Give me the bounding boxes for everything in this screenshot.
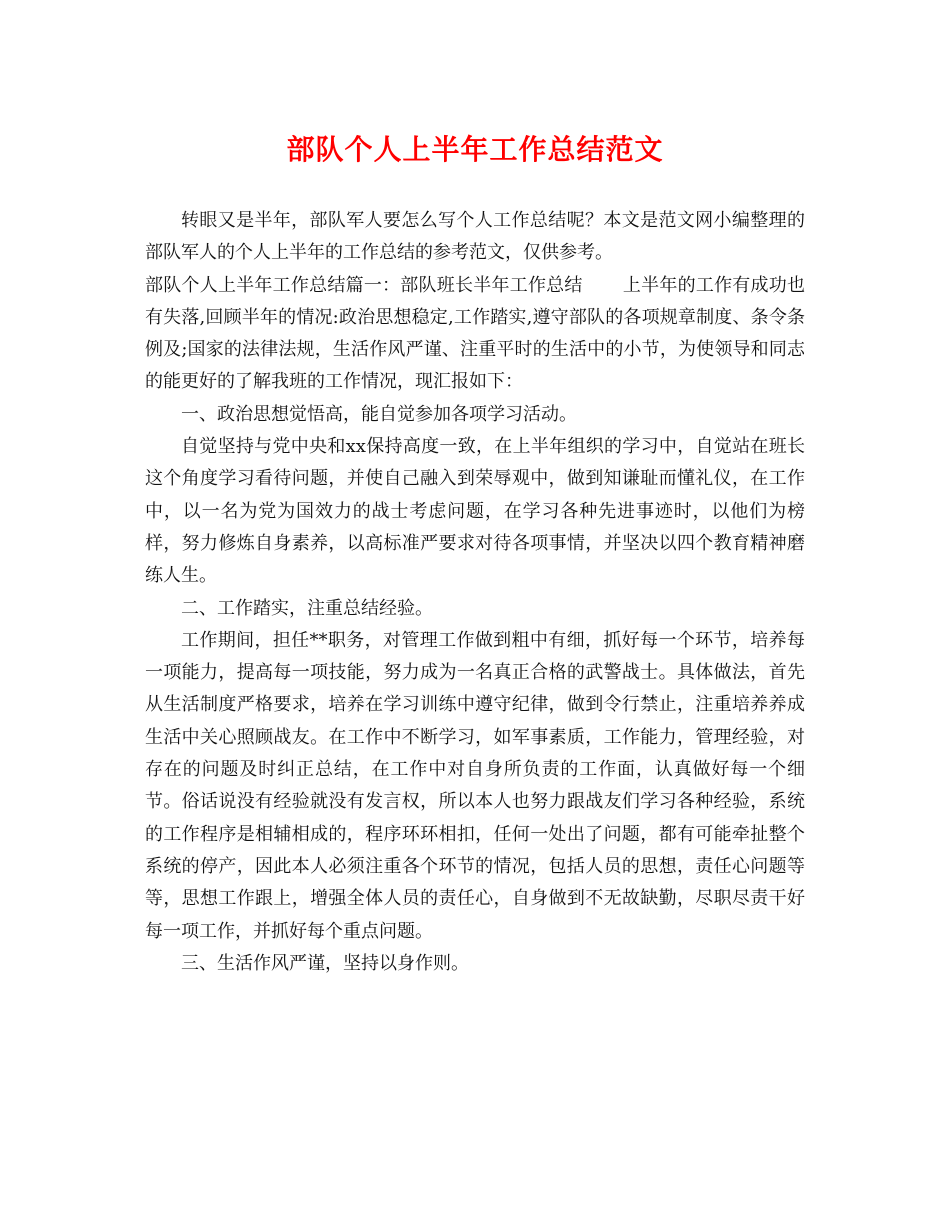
document-title: 部队个人上半年工作总结范文: [286, 133, 664, 166]
part-opening: 上半年的工作有成功也有失落,回顾半年的情况:政治思想稳定,工作踏实,遵守部队的各项规章制度、条令条例及;国家的法律法规，生活作风严谨、注重平时的生活中的小节，为使领导和同志的能更好的了解我班的工作情况，现汇报如下：: [145, 274, 806, 393]
section-heading-1: 一、政治思想觉悟高，能自觉参加各项学习活动。: [181, 403, 577, 425]
part-label: 部队个人上半年工作总结篇一：部队班长半年工作总结: [145, 274, 583, 296]
document-body: [145, 205, 805, 980]
intro-paragraph: 转眼又是半年，部队军人要怎么写个人工作总结呢？本文是范文网小编整理的部队军人的个人上半年的工作总结的参考范文，仅供参考。: [145, 210, 805, 264]
part-paragraph: [145, 270, 805, 399]
section-heading-3: 三、生活作风严谨，坚持以身作则。: [181, 952, 469, 974]
section-heading-2: 二、工作踏实，注重总结经验。: [181, 597, 433, 619]
section-paragraph-2: 工作期间，担任**职务，对管理工作做到粗中有细，抓好每一个环节，培养每一项能力，提高每一项技能，努力成为一名真正合格的武警战士。具体做法，首先从生活制度严格要求，培养在学习训练中遵守纪律，做到令行禁止，注重培养养成生活中关心照顾战友。在工作中不断学习，如军事素质，工作能力，管理经验，对存在的问题及时纠正总结，在工作中对自身所负责的工作面，认真做好每一个细节。俗话说没有经验就没有发言权，所以本人也努力跟战友们学习各种经验，系统的工作程序是相辅相成的，程序环环相扣，任何一处出了问题，都有可能牵扯整个系统的停产，因此本人必须注重各个环节的情况，包括人员的思想，责任心问题等等，思想工作跟上，增强全体人员的责任心，自身做到不无故缺勤，尽职尽责干好每一项工作，并抓好每个重点问题。: [145, 629, 805, 942]
section-paragraph-1: 自觉坚持与党中央和xx保持高度一致，在上半年组织的学习中，自觉站在班长这个角度学习看待问题，并使自己融入到荣辱观中，做到知谦耻而懂礼仪，在工作中，以一名为党为国效力的战士考虑问题，在学习各种先进事迹时，以他们为榜样，努力修炼自身素养，以高标准严要求对待各项事情，并坚决以四个教育精神磨练人生。: [145, 436, 805, 587]
